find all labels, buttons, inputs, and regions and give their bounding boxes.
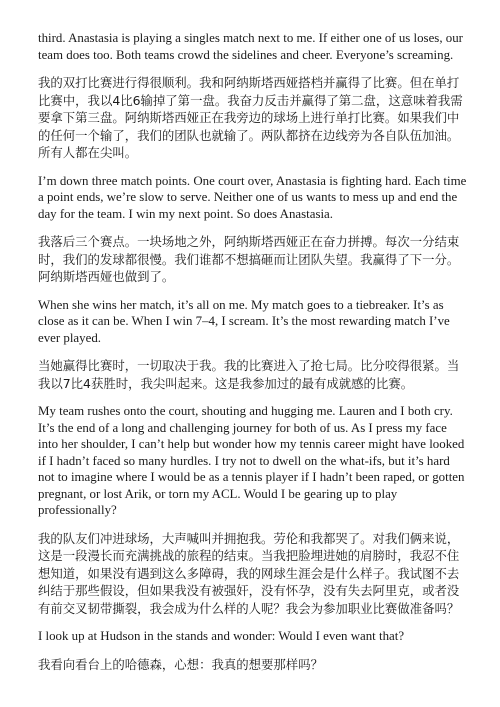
paragraph-zh-3: 当她赢得比赛时，一切取决于我。我的比赛进入了抢七局。比分咬得很紧。当我以7比4获胜时，我尖叫起来。这是我参加过的最有成就感的比赛。 [38,358,460,391]
paragraph-zh-5: 我看向看台上的哈德森，心想：我真的想要那样吗？ [38,656,323,672]
paragraph-en-3: When she wins her match, it’s all on me. My match goes to a tiebreaker. It’s as close as it can be. When I win 7–4, I scream. It’s the most rewarding match I’ve ever played. [38,297,450,345]
paragraph-en-2: I’m down three match points. One court over, Anastasia is fighting hard. Each time a point ends, we’re slow to serve. Neither one of us wants to mess up and end the day for the team. I win my next point. So does Anastasia. [38,173,467,221]
paragraph-zh-1: 我的双打比赛进行得很顺利。我和阿纳斯塔西娅搭档并赢得了比赛。但在单打比赛中，我以4比6输掉了第一盘。我奋力反击并赢得了第二盘，这意味着我需要拿下第三盘。阿纳斯塔西娅正在我旁边的球场上进行单打比赛。如果我们中的任何一个输了，我们的团队也就输了。两队都挤在边线旁为各自队伍加油。所有人都在尖叫。 [38,75,463,160]
paragraph-zh-2: 我落后三个赛点。一块场地之外，阿纳斯塔西娅正在奋力拼搏。每次一分结束时，我们的发球都很慢。我们谁都不想搞砸而让团队失望。我赢得了下一分。阿纳斯塔西娅也做到了。 [38,234,460,284]
paragraph-zh-4: 我的队友们冲进球场，大声喊叫并拥抱我。劳伦和我都哭了。对我们俩来说，这是一段漫长而充满挑战的旅程的结束。当我把脸埋进她的肩膀时，我忍不住想知道，如果没有遇到这么多障碍，我的网球生涯会是什么样子。我试图不去纠结于那些假设，但如果我没有被强奸，没有怀孕，没有失去阿里克，或者没有前交叉韧带撕裂，我会成为什么样的人呢？我会为参加职业比赛做准备吗？ [38,530,460,616]
paragraph-en-4: My team rushes onto the court, shouting and hugging me. Lauren and I both cry. It’s the end of a long and challenging journey for both of us. As I press my face into her shoulder, I can’t help but wonder how my tennis career might have looked if I hadn’t faced so many hurdles. I try not to dwell on the what-ifs, but it’s hard not to imagine where I would be as a tennis player if I hadn’t been raped, or gotten pregnant, or lost Arik, or torn my ACL. Would I be gearing up to play professionally? [38,404,465,517]
paragraph-en-1: third. Anastasia is playing a singles match next to me. If either one of us loses, our team does too. Both teams crowd the sidelines and cheer. Everyone’s screaming. [38,31,463,62]
paragraph-en-5: I look up at Hudson in the stands and wonder: Would I even want that? [38,629,405,643]
document-page [38,30,468,684]
